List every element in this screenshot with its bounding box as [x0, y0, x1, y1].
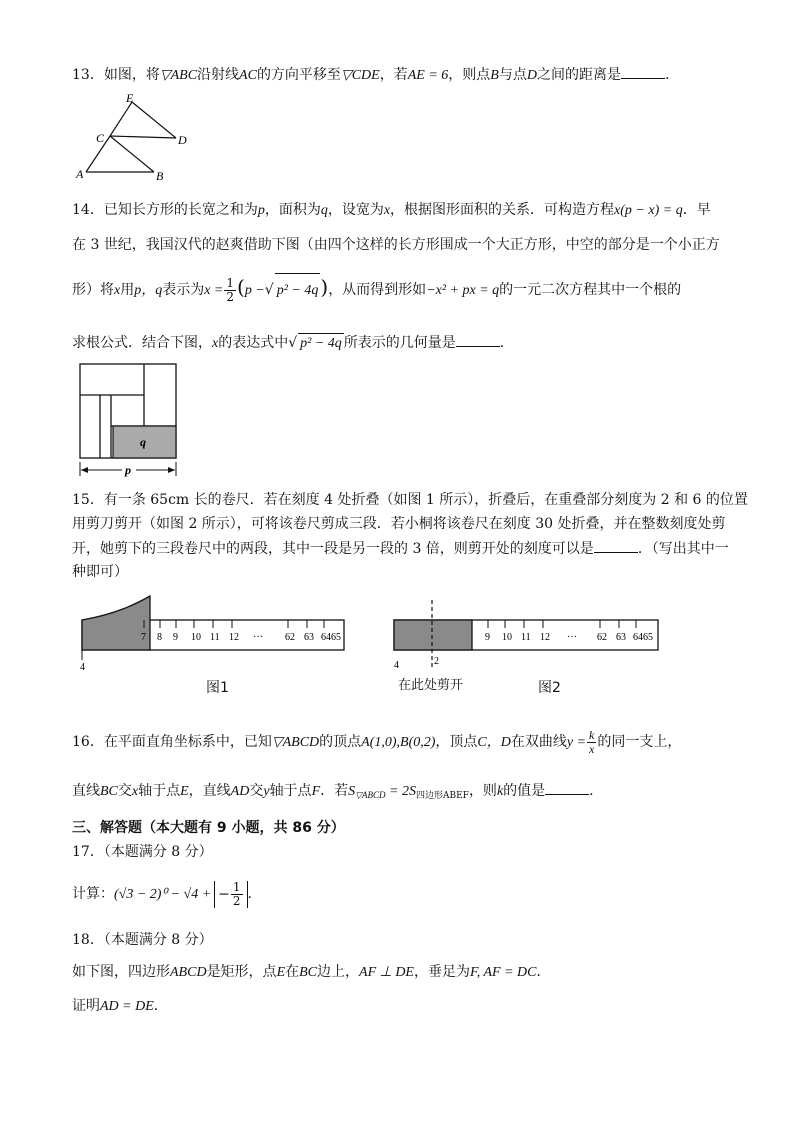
fraction-den: 2 — [226, 289, 235, 304]
q16-line-1 — [72, 724, 681, 760]
q16-equation: = 2S — [385, 784, 416, 799]
sqrt-expr: p² − 4q — [298, 333, 344, 354]
q16-var: k — [496, 784, 504, 799]
q18-var: E — [276, 965, 286, 980]
q14-text: ，根据图形面积的关系．可构造方程 — [390, 202, 615, 218]
q16-var: C，D — [477, 735, 511, 750]
q13-line — [72, 64, 669, 86]
q18-text: 证明 — [72, 998, 100, 1014]
q16-var: x — [131, 784, 139, 799]
fig2-mark-label: 2 — [434, 656, 439, 667]
fraction-num: k — [589, 727, 595, 742]
q16-var: E — [180, 784, 189, 799]
ruler-tick-label: 63 — [304, 632, 314, 643]
ruler-tick-label: 62 — [597, 632, 607, 643]
q14-equation: −x² + px = q — [426, 283, 500, 298]
fraction-den: 2 — [232, 893, 241, 908]
fraction — [224, 277, 236, 304]
q14-equation: x(p − x) = q — [614, 203, 683, 218]
label-d: D — [178, 133, 187, 147]
answer-blank[interactable] — [456, 332, 500, 347]
q16-var: AD — [230, 784, 250, 799]
ruler-tick-label: 12 — [229, 632, 239, 643]
q18-text: 是矩形，点 — [206, 964, 277, 980]
q16-sub: ▽ABCD — [355, 790, 386, 800]
q16-text: 在双曲线 — [510, 734, 567, 750]
q16-text: 的值是 — [503, 783, 546, 799]
fig2-left-label: 4 — [394, 660, 399, 671]
ruler-tick-label: 6465 — [321, 632, 341, 643]
label-b: B — [156, 169, 164, 182]
q14-text: ，设宽为 — [327, 202, 384, 218]
q13-point-b: B — [490, 68, 499, 83]
q15-line-4 — [72, 562, 128, 582]
q17-expression: (√3 − 2)⁰ − √4 + — [114, 887, 212, 902]
q14-text: 表示为 — [162, 282, 205, 298]
q14-text: ，面积为 — [264, 202, 321, 218]
answer-blank[interactable] — [594, 538, 638, 553]
q13-triangle-cde: ▽CDE — [340, 68, 380, 83]
ruler-tick-label: 11 — [210, 632, 220, 643]
q14-text: 14．已知长方形的长宽之和为 — [72, 202, 258, 218]
q16-text: ．若 — [320, 783, 349, 799]
q18-var: ABCD — [170, 965, 207, 980]
q16-var: F — [311, 784, 321, 799]
ruler-tick-label: 11 — [521, 632, 531, 643]
fraction-num: 1 — [232, 879, 241, 894]
q16-text: 轴于点 — [269, 783, 312, 799]
q14-square-figure — [78, 362, 180, 478]
q18-line-1 — [72, 962, 550, 983]
ruler-tick-label: 7 — [141, 632, 146, 643]
q16-text: 的顶点 — [319, 734, 362, 750]
q18-line-2 — [72, 996, 168, 1017]
q14-equation: p − — [244, 283, 265, 298]
q16-equation: y = — [566, 735, 587, 750]
q15-figure-1 — [76, 592, 351, 674]
q16-text: ，直线 — [188, 783, 231, 799]
q16-text: 轴于点 — [138, 783, 181, 799]
ruler-tick-label: 12 — [540, 632, 550, 643]
ruler-tick-label: 10 — [191, 632, 201, 643]
q14-line-2 — [72, 235, 720, 255]
q18-text: 在 — [285, 964, 300, 980]
q15-line-3 — [72, 538, 729, 559]
q14-var: x — [383, 203, 391, 218]
q18-claim: AD = DE — [100, 999, 154, 1014]
fraction-num: 1 — [226, 275, 235, 290]
q15-text: 开，她剪下的三段卷尺中的两段，其中一段是另一段的 3 倍，则剪开处的刻度可以是 — [72, 541, 594, 557]
ruler-tick-label: ··· — [253, 632, 263, 643]
q15-line-2 — [72, 514, 726, 534]
ruler-tick-label: 9 — [173, 632, 178, 643]
label-e: E — [126, 91, 134, 105]
q18-text: ． — [153, 998, 168, 1014]
q18-condition: F, AF = DC — [469, 965, 537, 980]
q16-text: 交 — [249, 783, 264, 799]
q16-sub: 四边形ABEF — [416, 791, 469, 801]
q16-points: A(1,0),B(0,2) — [361, 735, 436, 750]
q15-text: ．（写出其中一 — [637, 541, 729, 557]
q14-line-4: 求根公式．结合下图，x的表达式中√ p² − 4q 所表示的几何量是 ． — [72, 332, 514, 354]
q14-text: 的一元二次方程其中一个根的 — [499, 282, 682, 298]
q14-text: 形）将 — [72, 282, 114, 298]
q16-var: ▽ABCD — [271, 735, 320, 750]
q17-head: 17．（本题满分 8 分） — [72, 844, 213, 860]
paren: ) — [320, 275, 329, 299]
fig1-left-label: 4 — [80, 662, 85, 673]
q13-triangle-figure — [74, 90, 194, 182]
q14-text: 的表达式中 — [218, 335, 289, 351]
ruler-tick-label: 9 — [485, 632, 490, 643]
q16-var: BC — [100, 784, 118, 799]
q15-text: 种即可） — [72, 564, 128, 580]
fig2-cut-label: 在此处剪开 — [398, 678, 464, 693]
q13-ray: AC — [239, 68, 257, 83]
q16-text: ，顶点 — [435, 734, 478, 750]
q16-var: S — [348, 784, 356, 799]
ruler-tick-label: 63 — [616, 632, 626, 643]
q17-end: . — [247, 886, 252, 902]
label-p: p — [125, 463, 131, 477]
ruler-tick-label: ··· — [567, 632, 577, 643]
q13-text: 13．如图，将 — [72, 67, 160, 83]
q14-var: x — [212, 336, 219, 351]
q17-label: 计算： — [72, 886, 114, 902]
q18-text: ． — [536, 964, 551, 980]
paren: ( — [237, 275, 245, 299]
q13-equation: AE = 6 — [407, 68, 449, 83]
q18-var: BC — [299, 965, 318, 980]
answer-blank[interactable] — [545, 780, 589, 795]
section-heading: 三、解答题（本大题有 9 小题，共 86 分） — [72, 820, 345, 836]
q16-text: 的同一支上， — [597, 734, 682, 750]
q16-line-2 — [72, 780, 594, 806]
fraction — [231, 881, 243, 908]
q16-end: . — [589, 783, 594, 799]
fraction-den: x — [589, 741, 595, 756]
q14-text: 在 3 世纪，我国汉代的赵爽借助下图（由四个这样的长方形围成一个大正方形，中空的部分是一个小正方 — [72, 237, 720, 253]
q13-text: 之间的距离是 — [536, 67, 621, 83]
q13-text: 与点 — [498, 67, 527, 83]
q18-text: 如下图，四边形 — [72, 964, 170, 980]
q16-text: 16．在平面直角坐标系中，已知 — [72, 734, 272, 750]
q17-expr: 计算：(√3 − 2)⁰ − √4 + − $\frac{1}{2}$ . — [72, 879, 252, 908]
q13-triangle-abc: ▽ABC — [159, 68, 198, 83]
q16-text: ，则 — [468, 783, 497, 799]
q14-line-3: 形）将x用p，q表示为x = $\frac{1}{2}$ (p −√ p² − 4q )，从而得到形如−x² + px = q的一元二次方程其中一个根的 — [72, 270, 681, 304]
q14-var: p — [257, 203, 265, 218]
q14-var: q — [320, 203, 328, 218]
fraction — [587, 729, 596, 756]
q18-head: 18．（本题满分 8 分） — [72, 932, 213, 948]
q18-text: ，垂足为 — [413, 964, 470, 980]
q13-text: 沿射线 — [197, 67, 240, 83]
q14-text: ，从而得到形如 — [328, 282, 427, 298]
label-q: q — [140, 435, 146, 449]
q16-text: 交 — [117, 783, 132, 799]
q13-text: 的方向平移至 — [256, 67, 341, 83]
q14-text: 求根公式．结合下图， — [72, 335, 212, 351]
fig1-caption: 图1 — [206, 680, 229, 696]
q15-line-1 — [72, 490, 748, 510]
label-a: A — [76, 167, 84, 181]
q14-end: ． — [499, 335, 514, 351]
q15-text: 15．有一条 65cm 长的卷尺．若在刻度 4 处折叠（如图 1 所示），折叠后，在重叠部分刻度为 2 和 6 的位置 — [72, 492, 748, 508]
q13-end: . — [664, 67, 670, 83]
answer-blank[interactable] — [621, 64, 665, 79]
q13-point-d: D — [526, 68, 537, 83]
ruler-tick-label: 62 — [285, 632, 295, 643]
ruler-tick-label: 8 — [157, 632, 162, 643]
ruler-tick-label: 10 — [502, 632, 512, 643]
fig2-caption: 图2 — [538, 680, 561, 696]
q16-text: 直线 — [72, 783, 100, 799]
q18-condition: AF ⊥ DE — [359, 965, 414, 980]
q15-text: 用剪刀剪开（如图 2 所示），可将该卷尺剪成三段．若小桐将该卷尺在刻度 30 处折叠，并在整数刻度处剪 — [72, 516, 726, 532]
q14-text: ．早 — [682, 202, 711, 218]
label-c: C — [96, 131, 105, 145]
sqrt-expr: p² − 4q — [275, 273, 321, 308]
q14-var: x — [114, 283, 121, 298]
q14-text: 用 — [120, 282, 135, 298]
q13-text: ，则点 — [448, 67, 491, 83]
q18-text: 边上， — [317, 964, 360, 980]
q13-text: ，若 — [379, 67, 408, 83]
q14-line-1 — [72, 200, 711, 221]
q15-figure-2 — [392, 592, 667, 674]
q16-var: y — [263, 784, 270, 799]
q14-text: 所表示的几何量是 — [343, 335, 456, 351]
ruler-tick-label: 6465 — [633, 632, 653, 643]
q14-equation: x = — [204, 283, 224, 298]
q14-var: p，q — [134, 283, 163, 298]
